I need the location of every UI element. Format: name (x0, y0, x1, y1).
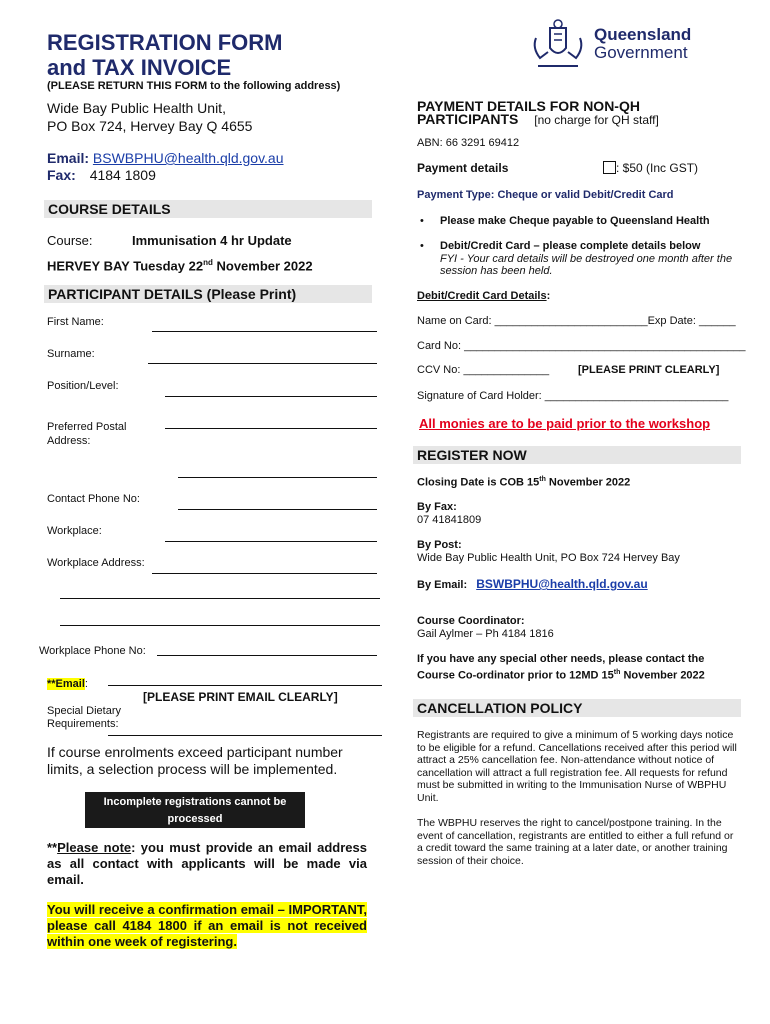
surname-label: Surname: (47, 348, 95, 360)
signature-field[interactable]: Signature of Card Holder: ______________________________ (417, 390, 729, 402)
course-date-sup: nd (203, 258, 213, 267)
please-note-underlined: Please note (57, 840, 132, 855)
monies-notice: All monies are to be paid prior to the workshop (419, 416, 711, 431)
workplace-address-label: Workplace Address: (47, 557, 145, 569)
card-details-heading-text: Debit/Credit Card Details (417, 290, 547, 302)
closing-date-post: November 2022 (545, 476, 631, 489)
address-line2: PO Box 724, Hervey Bay Q 4655 (47, 118, 253, 134)
email-label (47, 678, 88, 690)
form-title-line1: REGISTRATION FORM (47, 30, 283, 55)
postal-address-label-line2: Address: (47, 435, 91, 447)
cheque-instruction: Please make Cheque payable to Queensland Health (440, 215, 710, 227)
special-needs-line2 (417, 666, 705, 683)
course-details-heading: COURSE DETAILS (44, 200, 372, 218)
confirmation-notice (47, 902, 367, 950)
incomplete-notice-line1: Incomplete registrations cannot be (103, 796, 287, 808)
workplace-address-field-3[interactable] (60, 625, 380, 626)
dietary-label-line1: Special Dietary (47, 705, 121, 717)
register-by-fax (417, 501, 481, 527)
register-by-post-label: By Post: (417, 539, 462, 551)
workplace-field[interactable] (165, 541, 377, 542)
contact-phone-label: Contact Phone No: (47, 493, 140, 505)
card-instruction: Debit/Credit Card – please complete details below (440, 240, 701, 252)
course-date-pre: HERVEY BAY Tuesday 22 (47, 258, 204, 274)
payment-type: Payment Type: Cheque or valid Debit/Credit Card (417, 189, 674, 201)
dietary-field[interactable] (108, 735, 382, 736)
contact-fax-label: Fax: (47, 167, 76, 183)
confirmation-notice-text: You will receive a confirmation email – IMPORTANT, please call 4184 1800 if an email is not received within one week of registering. (47, 902, 367, 949)
workplace-address-field-2[interactable] (60, 598, 380, 599)
payment-heading-line2-text: PARTICIPANTS (417, 111, 519, 127)
email-field[interactable] (108, 685, 382, 686)
workplace-address-field-1[interactable] (152, 573, 377, 574)
logo-text-line1: Queensland (594, 25, 692, 44)
cancellation-policy-text-2: The WBPHU reserves the right to cancel/postpone training. In the event of cancellation, registrants are entitled to either a full refund or a credit toward the same training at a later date, or another training session of their choice. (417, 817, 734, 867)
return-address (47, 99, 252, 135)
please-note-rest: : you must provide an email address as all contact with applicants will be made via email. (47, 840, 367, 887)
return-note: (PLEASE RETURN THIS FORM to the following address) (47, 80, 341, 92)
email-label-text: **Email (47, 678, 85, 690)
workplace-label: Workplace: (47, 525, 102, 537)
postal-address-label (47, 420, 126, 448)
course-date (47, 258, 313, 273)
contact-phone-field[interactable] (178, 509, 377, 510)
payment-heading-line1: PAYMENT DETAILS FOR NON-QH (417, 98, 640, 114)
card-details-heading-colon: : (546, 290, 551, 302)
payment-fee (603, 161, 698, 175)
payment-checkbox[interactable] (603, 161, 616, 174)
form-title-line2: and TAX INVOICE (47, 55, 232, 80)
abn: ABN: 66 3291 69412 (417, 137, 520, 149)
selection-note: If course enrolments exceed participant number limits, a selection process will be implemented. (47, 744, 343, 777)
postal-address-label-line1: Preferred Postal (47, 421, 127, 433)
register-now-heading: REGISTER NOW (413, 446, 741, 464)
postal-address-field-1[interactable] (165, 428, 377, 429)
incomplete-notice-line2: processed (167, 813, 223, 825)
register-by-post-address: Wide Bay Public Health Unit, PO Box 724 Hervey Bay (417, 552, 680, 564)
logo-text-line2: Government (594, 43, 688, 62)
special-needs-line2-sup: th (613, 669, 621, 676)
participant-details-heading: PARTICIPANT DETAILS (Please Print) (44, 285, 372, 303)
no-charge-note: [no charge for QH staff] (534, 113, 659, 127)
payment-fee-text: : $50 (Inc GST) (616, 161, 699, 175)
coat-of-arms-icon (528, 18, 588, 74)
please-note (47, 840, 367, 888)
surname-field[interactable] (148, 363, 377, 364)
first-name-label: First Name: (47, 316, 104, 328)
dietary-label (47, 705, 121, 731)
contact-fax (47, 167, 156, 183)
special-needs-note (417, 653, 705, 683)
bullet-dot-2: • (420, 240, 424, 252)
queensland-government-logo (528, 18, 708, 74)
payment-heading-line2 (417, 113, 659, 127)
special-needs-line2-pre: Course Co-ordinator prior to 12MD 15 (417, 669, 614, 682)
course-label: Course: (47, 233, 93, 248)
course-coordinator-label: Course Coordinator: (417, 615, 525, 627)
contact-email (47, 150, 284, 166)
payment-details-label: Payment details (417, 161, 509, 175)
payment-heading (417, 100, 659, 127)
logo-text (594, 26, 691, 62)
course-coordinator (417, 615, 554, 641)
register-by-email-link[interactable]: BSWBPHU@health.qld.gov.au (476, 577, 648, 591)
print-email-note: [PLEASE PRINT EMAIL CLEARLY] (143, 690, 338, 704)
dietary-label-line2: Requirements: (47, 718, 119, 730)
closing-date-pre: Closing Date is COB 15 (417, 476, 540, 489)
card-number-field[interactable]: Card No: ______________________________________________ (417, 340, 746, 352)
cancellation-policy-text-1: Registrants are required to give a minimum of 5 working days notice to be eligible for a refund. Cancellations received after this period will attract a 25% cancellation fee. Non-attendance without notice of cancellation will attract a full registration fee. All requests for refund must be submitted in writing to the Immunisation Nurse of WBPHU Unit. (417, 729, 737, 804)
email-label-colon: : (84, 678, 88, 690)
address-line1: Wide Bay Public Health Unit, (47, 100, 226, 116)
fyi-note: FYI - Your card details will be destroyed one month after the session has been held. (440, 253, 733, 277)
contact-email-link[interactable]: BSWBPHU@health.qld.gov.au (92, 150, 284, 166)
register-by-post (417, 539, 680, 565)
workplace-phone-label: Workplace Phone No: (39, 645, 146, 657)
name-on-card-field[interactable]: Name on Card: _________________________Exp Date: ______ (417, 315, 736, 327)
form-title (47, 30, 282, 80)
special-needs-line2-post: November 2022 (620, 669, 705, 682)
contact-fax-value: 4184 1809 (89, 167, 156, 183)
contact-email-label: Email: (47, 150, 90, 166)
card-details-heading (417, 290, 550, 302)
incomplete-notice (85, 792, 305, 828)
print-clearly-note: [PLEASE PRINT CLEARLY] (578, 364, 720, 376)
course-name: Immunisation 4 hr Update (132, 233, 292, 248)
course-date-post: November 2022 (212, 258, 313, 274)
register-by-email (417, 577, 648, 591)
course-coordinator-contact: Gail Aylmer – Ph 4184 1816 (417, 628, 554, 640)
postal-address-field-2[interactable] (178, 477, 377, 478)
first-name-field[interactable] (152, 331, 377, 332)
workplace-phone-field[interactable] (157, 655, 377, 656)
special-needs-line1: If you have any special other needs, please contact the (417, 653, 705, 665)
ccv-field[interactable]: CCV No: ______________ (417, 364, 550, 376)
cancellation-policy-heading: CANCELLATION POLICY (413, 699, 741, 717)
closing-date (417, 476, 630, 489)
register-by-fax-number: 07 41841809 (417, 514, 482, 526)
register-by-email-label: By Email: (417, 579, 468, 591)
bullet-dot-1: • (420, 215, 424, 227)
position-field[interactable] (165, 396, 377, 397)
closing-date-sup: th (539, 476, 546, 483)
register-by-fax-label: By Fax: (417, 501, 457, 513)
please-note-prefix: ** (47, 840, 58, 855)
position-label: Position/Level: (47, 380, 119, 392)
